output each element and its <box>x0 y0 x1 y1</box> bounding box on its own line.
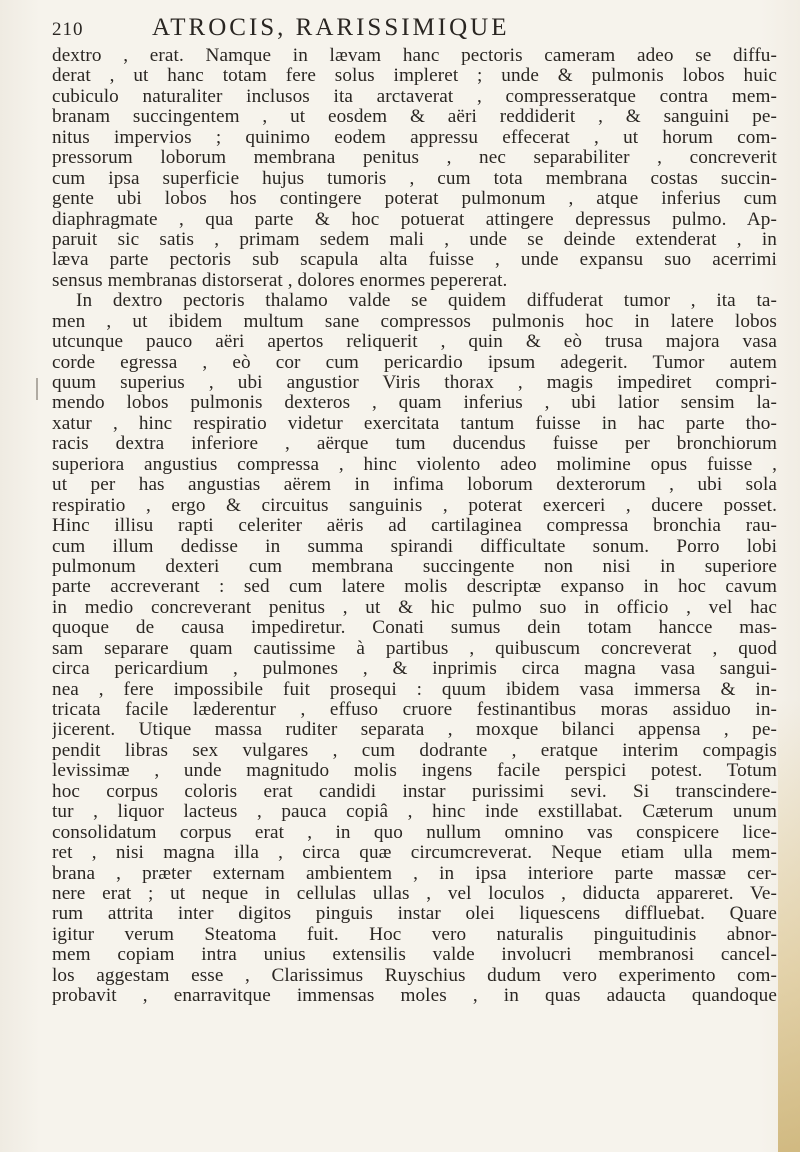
text-line: rum attrita inter digitos pinguis instar olei liquescens diffluebat. Quare <box>52 904 777 925</box>
text-line: igitur verum Steatoma fuit. Hoc vero naturalis pinguitudinis abnor- <box>52 924 777 945</box>
page-header <box>52 14 772 44</box>
text-line: ret , nisi magna illa , circa quæ circumcreverat. Neque etiam ulla mem- <box>52 843 777 864</box>
text-line: quum superius , ubi angustior Viris thorax , magis impediret compri- <box>52 373 777 393</box>
text-line: xatur , hinc respiratio videtur exercitata tantum fuisse in hac parte tho- <box>52 413 777 434</box>
text-line: brana , præter externam ambientem , in ipsa interiore parte massæ cer- <box>52 863 777 884</box>
text-line: dextro , erat. Namque in lævam hanc pectoris cameram adeo se diffu- <box>52 46 777 66</box>
text-line: branam succingentem , ut eosdem & aëri reddiderit , & sanguini pe- <box>52 107 777 128</box>
text-line: tur , liquor lacteus , pauca copiâ , hinc inde exstillabat. Cæterum unum <box>52 802 777 823</box>
body-text <box>52 46 777 1007</box>
text-line: pendit libras sex vulgares , cum dodrante , eratque interim compagis <box>52 740 777 761</box>
text-line: circa pericardium , pulmones , & inprimis circa magna vasa sangui- <box>52 659 777 680</box>
text-line: consolidatum corpus erat , in quo nullum omnino vas conspicere lice- <box>52 822 777 843</box>
text-line: pulmonum dexteri cum membrana succingente non nisi in superiore <box>52 556 777 577</box>
text-line: nea , fere impossibile fuit prosequi : quum ibidem vasa immersa & in- <box>52 679 777 700</box>
text-line: nitus impervios ; quinimo eodem appressu effecerat , ut horum com- <box>52 127 777 148</box>
text-line: utcunque pauco aëri apertos reliquerit , quin & eò trusa majora vasa <box>52 332 777 353</box>
page-number: 210 <box>52 19 84 40</box>
text-line: sensus membranas distorserat , dolores enormes pepererat. <box>52 270 508 291</box>
text-line: quoque de causa impediretur. Conati sumus dein totam hancce mas- <box>52 618 777 639</box>
text-line: men , ut ibidem multum sane compressos pulmonis hoc in latere lobos <box>52 311 777 332</box>
text-line: tricata facile læderentur , effuso cruore festinantibus moras assiduo in- <box>52 700 777 720</box>
text-line: derat , ut hanc totam fere solus impleret ; unde & pulmonis lobos huic <box>52 66 777 87</box>
running-head: ATROCIS, RARISSIMIQUE <box>152 14 510 41</box>
text-line: sam separare quam cautissime à partibus , quibuscum concreverat , quod <box>52 638 777 659</box>
text-line: jicerent. Utique massa ruditer separata , moxque bilanci appensa , pe- <box>52 720 777 741</box>
text-line: gente ubi lobos hos contingere poterat pulmonum , atque inferius cum <box>52 189 777 210</box>
text-line: cubiculo naturaliter inclusos ita arctaverat , compresseratque contra mem- <box>52 86 777 107</box>
text-line: læva parte pectoris sub scapula alta fuisse , unde expansu suo acerrimi <box>52 250 777 271</box>
text-line: nere erat ; ut neque in cellulas ullas , vel loculos , diducta appareret. Ve- <box>52 883 777 904</box>
text-line: levissimæ , unde magnitudo molis ingens facile perspici potest. Totum <box>52 761 777 782</box>
text-line: superiora angustius compressa , hinc violento adeo molimine opus fuisse , <box>52 454 777 475</box>
text-line: probavit , enarravitque immensas moles , in quas adaucta quandoque <box>52 986 777 1007</box>
text-line: ut per has angustias aërem in infima loborum dexterorum , ubi sola <box>52 475 777 496</box>
text-line: mem copiam intra unius extensilis valde involucri membranosi cancel- <box>52 945 777 966</box>
page-edge-stain <box>778 700 800 1152</box>
text-line: diaphragmate , qua parte & hoc potuerat attingere depressus pulmo. Ap- <box>52 209 777 230</box>
text-line: corde egressa , eò cor cum pericardio ipsum adegerit. Tumor autem <box>52 352 777 373</box>
text-line: respiratio , ergo & circuitus sanguinis , poterat exerceri , ducere posset. <box>52 495 777 516</box>
text-line: In dextro pectoris thalamo valde se quidem diffuderat tumor , ita ta- <box>76 291 777 312</box>
text-line: cum ipsa superficie hujus tumoris , cum tota membrana costas succin- <box>52 168 777 189</box>
margin-mark <box>36 378 38 400</box>
text-line: racis dextra inferiore , aërque tum ducendus fuisse per bronchiorum <box>52 434 777 455</box>
text-line: cum illum dedisse in summa spirandi difficultate sonum. Porro lobi <box>52 536 777 557</box>
text-line: los aggestam esse , Clarissimus Ruyschius dudum vero experimento com- <box>52 965 777 986</box>
text-line: Hinc illisu rapti celeriter aëris ad cartilaginea compressa bronchia rau- <box>52 516 777 537</box>
text-line: hoc corpus coloris erat candidi instar purissimi sevi. Si transcindere- <box>52 781 777 802</box>
text-line: in medio concreverant penitus , ut & hic pulmo suo in officio , vel hac <box>52 597 777 618</box>
text-line: pressorum loborum membrana penitus , nec separabiliter , concreverit <box>52 148 777 169</box>
text-line: parte accreverant : sed cum latere molis descriptæ expanso in hoc cavum <box>52 577 777 598</box>
text-line: paruit sic satis , primam sedem mali , unde se deinde extenderat , in <box>52 229 777 250</box>
text-line: mendo lobos pulmonis dexteros , quam inferius , ubi latior sensim la- <box>52 393 777 414</box>
